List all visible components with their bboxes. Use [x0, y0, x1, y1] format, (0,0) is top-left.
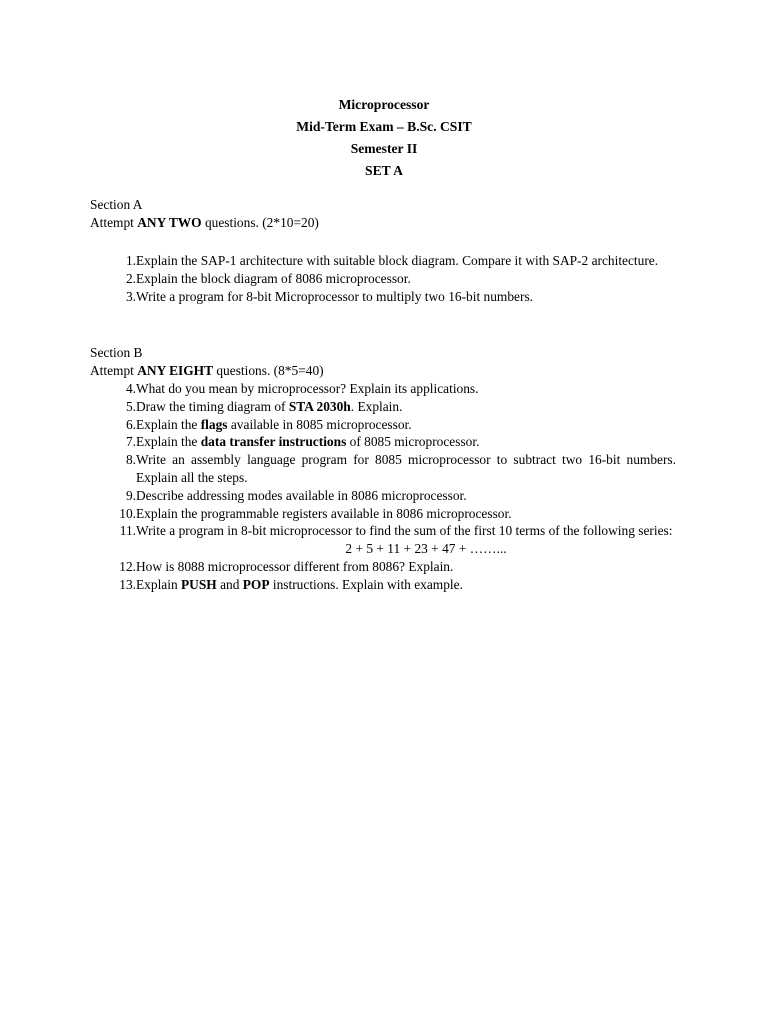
text-part: . Explain. [350, 398, 403, 414]
question-text: Explain the programmable registers available in 8086 microprocessor. [136, 505, 512, 521]
section-a-questions [90, 252, 676, 305]
question-11 [90, 522, 676, 558]
question-number: 9. [125, 487, 136, 503]
question-number: 3. [125, 288, 136, 304]
question-text: Write a program for 8-bit Microprocessor to multiply two 16-bit numbers. [136, 288, 534, 304]
question-text: Explain the block diagram of 8086 microprocessor. [136, 270, 411, 286]
question-number: 4. [125, 381, 136, 396]
exam-header [0, 94, 768, 182]
text-part: Explain [136, 576, 181, 592]
text-emphasis: flags [200, 416, 228, 432]
question-text: Describe addressing modes available in 8086 microprocessor. [136, 487, 467, 503]
section-b-instruction [90, 362, 676, 380]
question-number: 8. [125, 452, 136, 468]
text-part: and [216, 576, 243, 592]
text-emphasis: STA 2030h [288, 398, 351, 414]
question-8 [90, 451, 676, 487]
section-b [90, 344, 676, 594]
question-text: How is 8088 microprocessor different from 8086? Explain. [136, 558, 454, 574]
text-emphasis: data transfer instructions [200, 434, 347, 450]
question-number: 1. [125, 253, 136, 268]
text-emphasis: POP [242, 576, 270, 592]
question-13 [90, 576, 676, 594]
question-number: 13. [119, 576, 136, 592]
question-text: Write an assembly language program for 8085 microprocessor to subtract two 16-bit numbers. Explain all the steps. [136, 452, 676, 485]
instruction-suffix: questions. (8*5=40) [213, 363, 324, 378]
text-part: instructions. Explain with example. [269, 576, 463, 592]
question-number: 2. [125, 270, 136, 286]
question-6 [90, 416, 676, 434]
question-text [136, 416, 676, 434]
set-label: SET A [365, 163, 403, 178]
exam-title: Mid-Term Exam – B.Sc. CSIT [296, 119, 472, 134]
section-a [90, 196, 676, 305]
question-12 [90, 558, 676, 576]
instruction-suffix: questions. (2*10=20) [201, 215, 319, 230]
question-number: 12. [119, 558, 136, 574]
question-text [136, 398, 676, 416]
question-number: 11. [119, 523, 136, 539]
question-4 [90, 380, 676, 398]
section-a-instruction [90, 214, 676, 232]
text-part: Draw the timing diagram of [136, 398, 289, 414]
instruction-emphasis: ANY EIGHT [137, 363, 214, 378]
question-number: 5. [125, 398, 136, 414]
question-text: What do you mean by microprocessor? Explain its applications. [136, 381, 479, 396]
instruction-emphasis: ANY TWO [137, 215, 202, 230]
question-body [136, 522, 676, 558]
instruction-prefix: Attempt [90, 215, 138, 230]
question-number: 10. [119, 505, 136, 521]
question-text: Write a program in 8-bit microprocessor to find the sum of the first 10 terms of the following series: [136, 523, 673, 539]
question-5 [90, 398, 676, 416]
text-part: of 8085 microprocessor. [346, 434, 480, 450]
question-2 [90, 270, 676, 288]
section-a-title: Section A [90, 197, 143, 212]
question-text [136, 433, 676, 451]
question-3 [90, 288, 676, 306]
text-part: Explain the [136, 416, 201, 432]
text-part: Explain the [136, 434, 201, 450]
question-1 [90, 252, 676, 270]
semester-label: Semester II [350, 141, 418, 156]
section-b-title: Section B [90, 345, 143, 360]
question-number: 6. [125, 416, 136, 432]
question-10 [90, 505, 676, 523]
course-title: Microprocessor [338, 97, 430, 112]
question-9 [90, 487, 676, 505]
question-7 [90, 433, 676, 451]
instruction-prefix: Attempt [90, 363, 138, 378]
question-text [136, 576, 676, 594]
question-number: 7. [125, 434, 136, 450]
text-emphasis: PUSH [181, 576, 217, 592]
text-part: available in 8085 microprocessor. [227, 416, 412, 432]
question-text: Explain the SAP-1 architecture with suitable block diagram. Compare it with SAP-2 architecture. [136, 253, 659, 268]
section-b-questions [90, 380, 676, 594]
series-expression: 2 + 5 + 11 + 23 + 47 + ……... [345, 541, 507, 557]
